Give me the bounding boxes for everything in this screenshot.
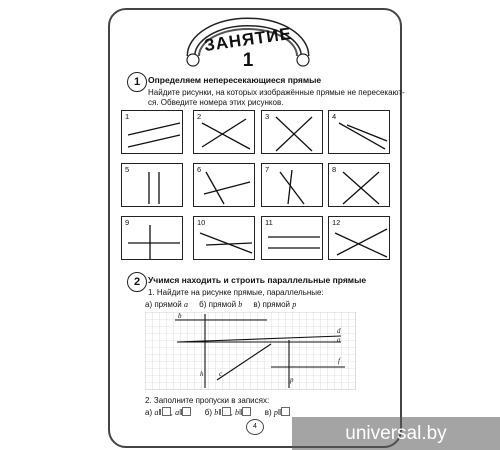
section-1-badge: 1	[127, 72, 147, 92]
option-c-letter: p	[292, 300, 297, 309]
intersecting-lines-figure	[122, 217, 184, 261]
section-1-instruction-line2: ся. Обведите номера этих рисунков.	[148, 98, 284, 107]
label-p: p	[290, 376, 294, 384]
figure-number: 2	[197, 112, 202, 121]
intersecting-lines-figure	[194, 164, 256, 208]
fill-c-prefix: в)	[264, 408, 272, 417]
figure-number: 12	[332, 218, 341, 227]
answer-box[interactable]	[182, 407, 191, 416]
figure-tile[interactable]	[121, 110, 183, 154]
fill-a-letter: a	[154, 408, 159, 417]
label-d: d	[337, 327, 341, 335]
option-c-prefix: в) прямой	[253, 300, 290, 309]
figure-number: 6	[197, 165, 202, 174]
option-b-letter: b	[238, 300, 243, 309]
option-a-prefix: а) прямой	[145, 300, 182, 309]
section-1-title: Определяем непересекающиеся прямые	[148, 75, 322, 85]
answer-box[interactable]	[242, 407, 251, 416]
figure-number: 7	[265, 165, 270, 174]
figure-tile[interactable]	[193, 110, 255, 154]
task-1-options	[145, 300, 296, 310]
figure-number: 1	[125, 112, 130, 121]
intersecting-lines-figure	[329, 164, 391, 208]
label-a: a	[337, 336, 341, 344]
figure-tile[interactable]	[328, 163, 390, 207]
figure-number: 10	[197, 218, 206, 227]
section-1-instruction-line1: Найдите рисунки, на которых изображённые прямые не пересекают-	[148, 88, 405, 97]
grid-diagram	[145, 312, 356, 390]
fill-in-row: а) a‖ , a‖ б) b‖ , b‖ в) p‖	[145, 407, 290, 418]
figure-tile[interactable]	[121, 216, 183, 260]
fill-a-prefix: а)	[145, 408, 153, 417]
figure-number: 8	[332, 165, 337, 174]
option-b-prefix: б) прямой	[199, 300, 237, 309]
figure-tile[interactable]	[328, 216, 390, 260]
section-2-badge: 2	[127, 272, 147, 292]
figure-tile[interactable]	[328, 110, 390, 154]
intersecting-lines-figure	[262, 111, 324, 155]
figure-number: 4	[332, 112, 337, 121]
figure-tile[interactable]	[261, 110, 323, 154]
page-number: 4	[246, 419, 264, 435]
task-1-text: 1. Найдите на рисунке прямые, параллельные:	[148, 288, 324, 297]
label-b: b	[178, 312, 182, 320]
figure-number: 5	[125, 165, 130, 174]
figure-tile[interactable]	[261, 216, 323, 260]
label-c: c	[219, 370, 223, 378]
fill-c-letter: p	[273, 408, 278, 417]
intersecting-lines-figure	[194, 217, 256, 261]
fill-b-prefix: б)	[204, 408, 213, 417]
intersecting-lines-figure	[262, 164, 324, 208]
section-2-title: Учимся находить и строить параллельные прямые	[148, 275, 367, 285]
line-grid	[145, 312, 356, 390]
answer-box[interactable]	[222, 407, 231, 416]
parallel-lines-figure	[262, 217, 324, 261]
figure-tile[interactable]	[121, 163, 183, 207]
parallel-lines-figure	[122, 111, 184, 155]
figure-number: 11	[265, 218, 273, 227]
intersecting-lines-figure	[329, 111, 391, 155]
lesson-word: ЗАНЯТИЕ	[202, 23, 294, 56]
figure-number: 3	[265, 112, 270, 121]
parallel-lines-figure	[122, 164, 184, 208]
figure-tile[interactable]	[193, 163, 255, 207]
task-2-text: 2. Заполните пропуски в записях:	[145, 396, 270, 405]
lesson-number: 1	[242, 50, 254, 71]
fill-b-letter-2: b	[235, 408, 240, 417]
fill-b-letter: b	[214, 408, 219, 417]
label-h: h	[200, 370, 204, 378]
option-a-letter: a	[184, 300, 189, 309]
figure-tile[interactable]	[261, 163, 323, 207]
fill-a-letter-2: a	[175, 408, 180, 417]
intersecting-lines-figure	[194, 111, 256, 155]
lesson-header	[183, 16, 313, 74]
answer-box[interactable]	[162, 407, 171, 416]
label-f: f	[338, 357, 340, 365]
figure-tile[interactable]	[193, 216, 255, 260]
watermark: universal.by	[292, 417, 500, 450]
intersecting-lines-figure	[329, 217, 391, 261]
answer-box[interactable]	[281, 407, 290, 416]
figure-number: 9	[125, 218, 130, 227]
